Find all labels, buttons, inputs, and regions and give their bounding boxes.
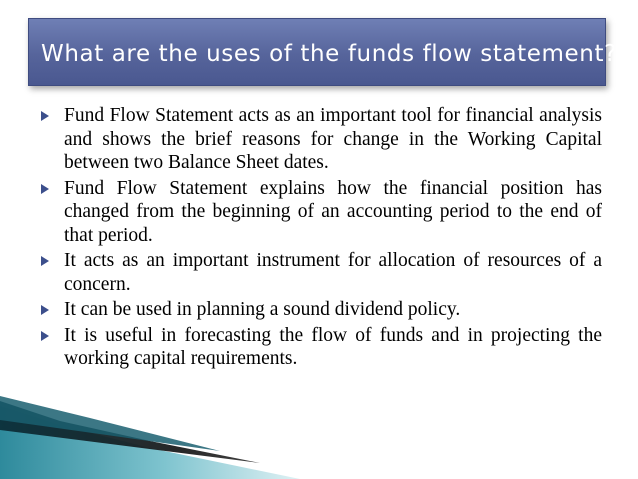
bullet-text: It is useful in forecasting the flow of funds and in projecting the working capital requirements. <box>64 324 602 369</box>
slide-title: What are the uses of the funds flow statement? <box>41 41 617 67</box>
bullet-text: Fund Flow Statement explains how the financial position has changed from the beginning of an accounting period to the end of that period. <box>64 177 602 246</box>
bullet-text: It can be used in planning a sound dividend policy. <box>64 299 461 320</box>
bullet-text: Fund Flow Statement acts as an important tool for financial analysis and shows the brief reasons for change in the Working Capital between two Balance Sheet dates. <box>64 105 602 173</box>
bullet-text: It acts as an important instrument for allocation of resources of a concern. <box>64 250 602 295</box>
